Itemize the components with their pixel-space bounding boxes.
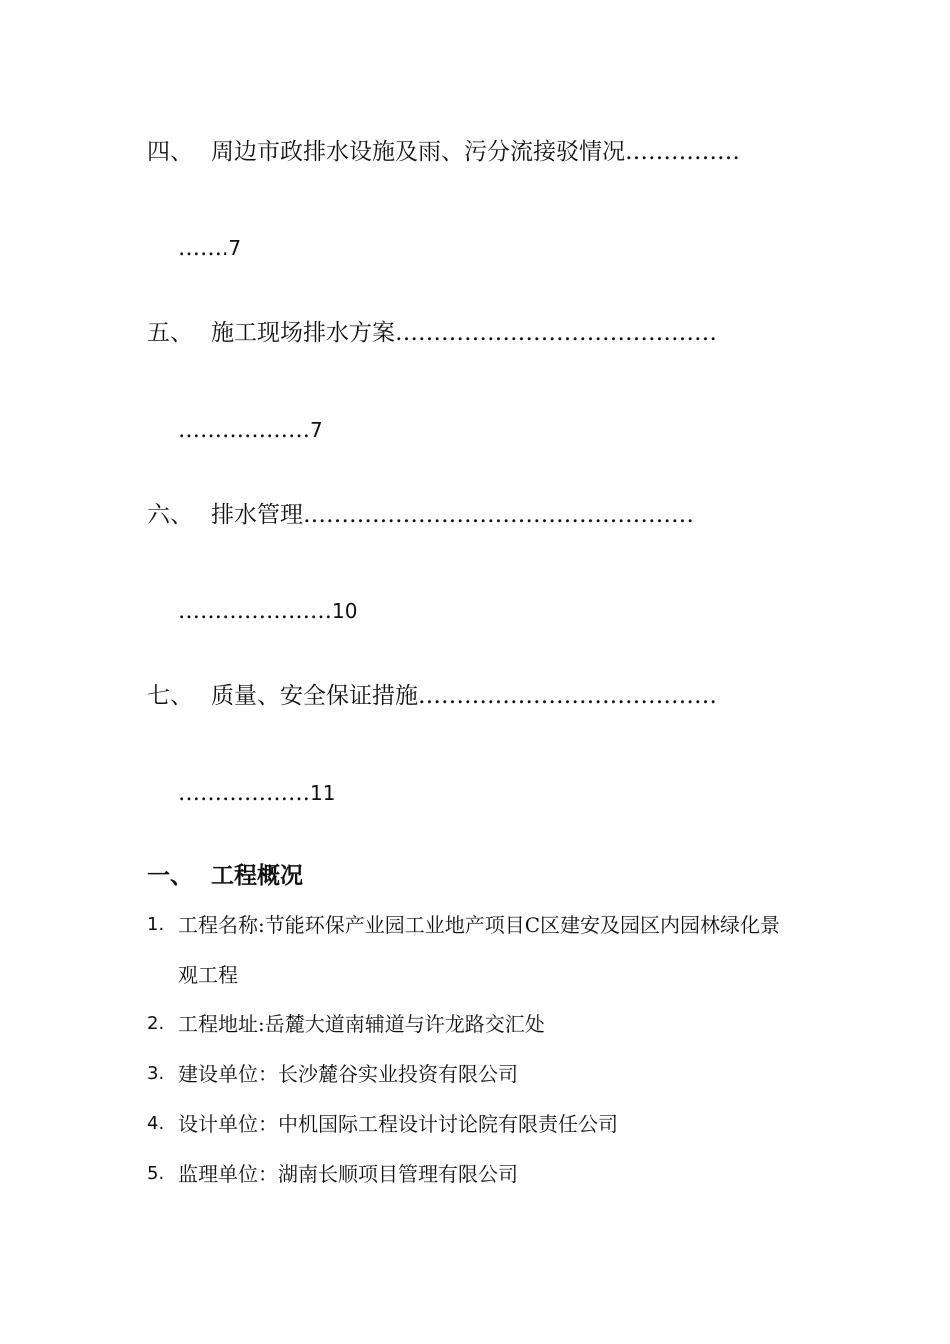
toc-leader-dots: ………………………………… (418, 683, 717, 709)
toc-entry-7 (147, 681, 807, 711)
toc-leader-dots: …………………………………………… (303, 502, 694, 528)
list-item (147, 1099, 797, 1149)
list-item-number: 3. (147, 1063, 165, 1084)
section-title: 工程概况 (211, 863, 303, 889)
toc-entry-title: 质量、安全保证措施 (211, 683, 418, 709)
list-item (147, 900, 797, 1000)
list-item-text: 工程地址:岳麓大道南辅道与许龙路交汇处 (178, 1012, 545, 1036)
toc-entry-number: 四、 (147, 139, 193, 165)
list-item-number: 5. (147, 1163, 165, 1184)
toc-entry-number: 五、 (147, 320, 193, 346)
list-item-text: 设计单位：中机国际工程设计讨论院有限责任公司 (178, 1112, 618, 1136)
section-number: 一、 (147, 863, 193, 889)
list-item (147, 1149, 797, 1199)
toc-leader-dots: …………………………………… (395, 320, 717, 346)
list-item (147, 999, 797, 1049)
toc-page-number: .7 (222, 236, 242, 260)
toc-entry-6-continuation (178, 596, 798, 627)
list-item-number: 2. (147, 1013, 165, 1034)
toc-entry-title: 排水管理 (211, 502, 303, 528)
list-item-text: 工程名称:节能环保产业园工业地产项目C区建安及园区内园林绿化景观工程 (178, 913, 781, 987)
toc-leader-dots: ……………… (178, 418, 310, 443)
toc-entry-title: 周边市政排水设施及雨、污分流接驳情况 (211, 139, 625, 165)
section-heading (147, 860, 303, 892)
toc-entry-title: 施工现场排水方案 (211, 320, 395, 346)
toc-entry-6 (147, 500, 807, 530)
toc-entry-7-continuation (178, 778, 798, 809)
toc-entry-4 (147, 137, 807, 167)
list-item-number: 4. (147, 1113, 165, 1134)
list-item (147, 1049, 797, 1099)
toc-entry-number: 六、 (147, 502, 193, 528)
toc-entry-number: 七、 (147, 683, 193, 709)
toc-entry-5 (147, 318, 807, 348)
toc-page-number: 7 (310, 418, 323, 442)
toc-page-number: 10 (332, 599, 358, 623)
toc-entry-4-continuation (178, 233, 798, 264)
toc-leader-dots: …………… (625, 139, 740, 165)
list-item-number: 1. (147, 914, 165, 935)
toc-entry-5-continuation (178, 415, 798, 446)
list-item-text: 监理单位：湖南长顺项目管理有限公司 (178, 1162, 518, 1186)
list-item-text: 建设单位：长沙麓谷实业投资有限公司 (178, 1062, 518, 1086)
toc-page-number: 11 (310, 781, 336, 805)
toc-leader-dots: ………………… (178, 599, 332, 624)
toc-leader-dots: ……………… (178, 781, 310, 806)
toc-leader-dots: …… (178, 236, 222, 261)
